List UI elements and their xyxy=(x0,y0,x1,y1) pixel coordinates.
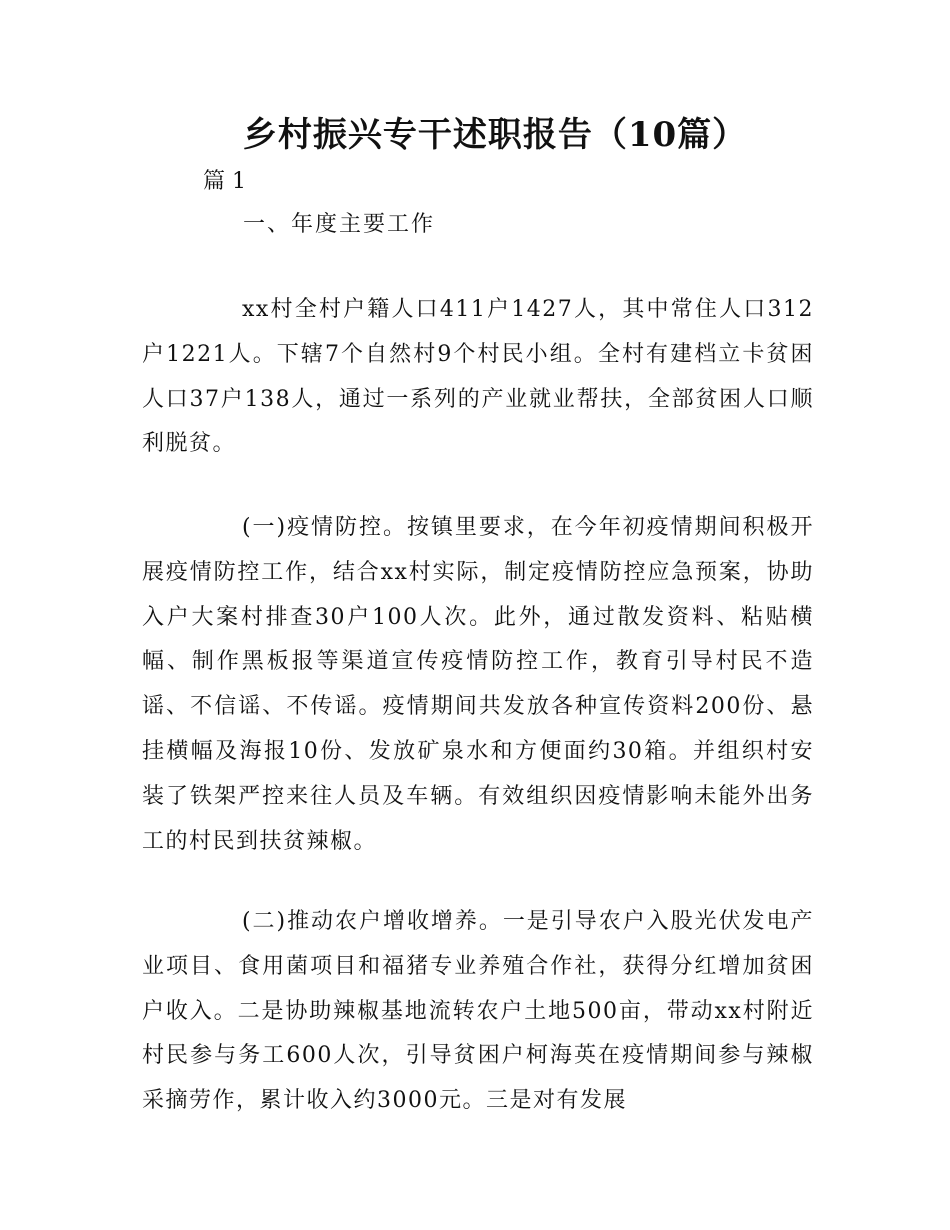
document-title: 乡村振兴专干述职报告（10篇） xyxy=(242,115,748,155)
section-heading: 一、年度主要工作 xyxy=(243,212,436,237)
body-paragraph: xx村全村户籍人口411户1427人，其中常住人口312户1221人。下辖7个自然村9个村民小组。全村有建档立卡贫困人口37户138人，通过一系列的产业就业帮扶，全部贫困人口顺利脱贫。 xyxy=(142,297,814,457)
chapter-label: 篇 1 xyxy=(203,169,246,194)
body-paragraph: (二)推动农户增收增养。一是引导农户入股光伏发电产业项目、食用菌项目和福猪专业养殖合作社，获得分红增加贫困户收入。二是协助辣椒基地流转农户土地500亩，带动xx村附近村民参与务工600人次，引导贫困户柯海英在疫情期间参与辣椒采摘劳作，累计收入约3000元。三是对有发展 xyxy=(142,909,814,1114)
body-paragraph: (一)疫情防控。按镇里要求，在今年初疫情期间积极开展疫情防控工作，结合xx村实际，制定疫情防控应急预案，协助入户大案村排查30户100人次。此外，通过散发资料、粘贴横幅、制作黑板报等渠道宣传疫情防控工作，教育引导村民不造谣、不信谣、不传谣。疫情期间共发放各种宣传资料200份、悬挂横幅及海报10份、发放矿泉水和方便面约30箱。并组织村安装了铁架严控来往人员及车辆。有效组织因疫情影响未能外出务工的村民到扶贫辣椒。 xyxy=(142,515,814,854)
